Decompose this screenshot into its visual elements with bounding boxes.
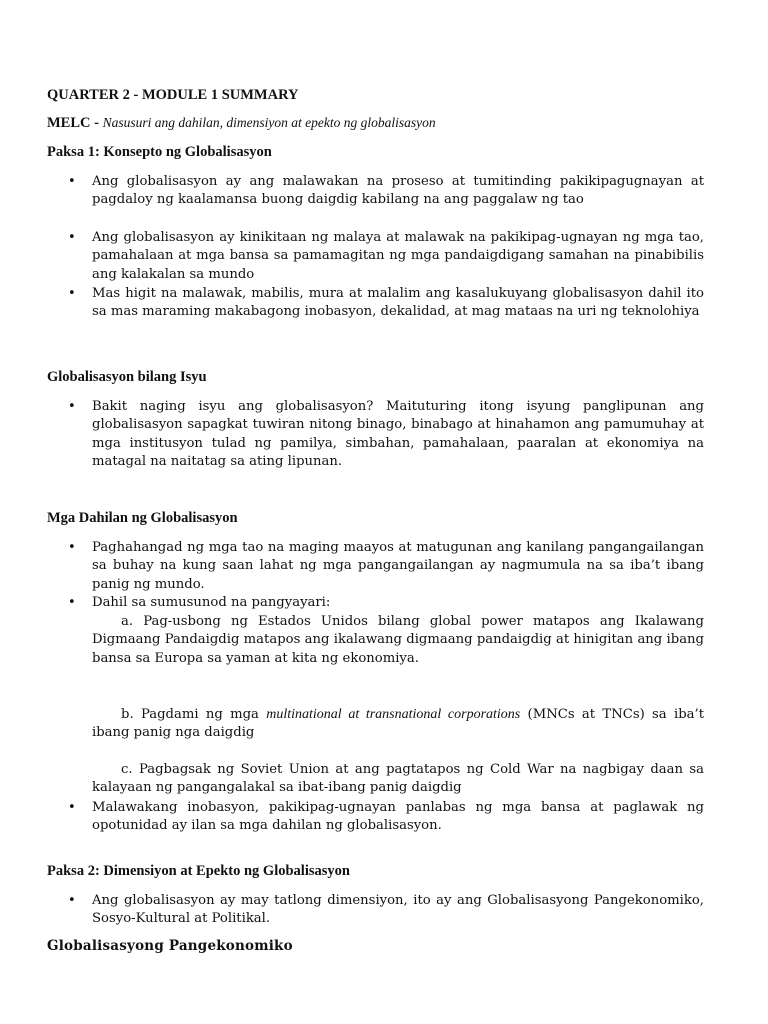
sub-item-b <box>92 706 704 743</box>
section-heading-dahilan: Mga Dahilan ng Globalisasyon <box>47 510 238 526</box>
bullet-item: • Dahil sa sumusunod na pangyayari: <box>92 594 704 612</box>
melc-separator: - <box>90 115 103 131</box>
bullet-item: • Paghahangad ng mga tao na maging maayos at matugunan ang kanilang pangangailangan sa buhay na kung saan lahat ng mga pangangailangan ay nagmumula na sa iba’t ibang panig ng mundo. <box>92 539 704 594</box>
bullet-item: • Ang globalisasyon ay ang malawakan na proseso at tumitinding pakikipagugnayan at pagdaloy ng kaalamansa buong daigdig kabilang na ang paggalaw ng tao <box>92 173 704 210</box>
section-heading-pangekonomiko: Globalisasyong Pangekonomiko <box>47 938 293 954</box>
melc-text: Nasusuri ang dahilan, dimensiyon at epekto ng globalisasyon <box>102 115 436 130</box>
melc-line <box>47 115 436 132</box>
bullet-item: • Ang globalisasyon ay kinikitaan ng malaya at malawak na pakikipag-ugnayan ng mga tao, pamahalaan at mga bansa sa pamamagitan ng mga pandaigdigang samahan na pinabibilis ang kalakalan sa mundo <box>92 229 704 284</box>
section-heading-dimensiyon: Paksa 2: Dimensiyon at Epekto ng Globalisasyon <box>47 863 350 879</box>
sub-item-b-tail: (MNCs at TNCs) sa iba’t ibang panig nga daigdig <box>92 707 704 741</box>
bullet-item: • Ang globalisasyon ay may tatlong dimensiyon, ito ay ang Globalisasyong Pangekonomiko, Sosyo-Kultural at Politikal. <box>92 892 704 929</box>
bullet-item: • Bakit naging isyu ang globalisasyon? Maituturing itong isyung panglipunan ang globalisasyon sapagkat tuwiran nitong binago, binabago at hinahamon ang pamumuhay at mga institusyon tulad ng pamilya, simbahan, pamahalaan, paaralan at ekonomiya na matagal na naitatag sa ating lipunan. <box>92 398 704 472</box>
section-heading-isyu: Globalisasyon bilang Isyu <box>47 369 207 385</box>
bullet-item: • Malawakang inobasyon, pakikipag-ugnayan panlabas ng mga bansa at paglawak ng opotunidad ay ilan sa mga dahilan ng globalisasyon. <box>92 799 704 836</box>
melc-label: MELC <box>47 115 91 131</box>
sub-item-b-emphasis: multinational at transnational corporations <box>266 707 521 722</box>
sub-item-b-lead: b. Pagdami ng mga <box>121 707 267 722</box>
sub-item-c: c. Pagbagsak ng Soviet Union at ang pagtatapos ng Cold War na nagbigay daan sa kalayaan ng pangangalakal sa ibat-ibang panig daigdig <box>92 762 704 796</box>
sub-item-a: a. Pag-usbong ng Estados Unidos bilang global power matapos ang Ikalawang Digmaang Pandaigdig matapos ang ikalawang digmaang pandaigdig at hinigitan ang ibang bansa sa Europa sa yaman at kita ng ekonomiya. <box>92 614 704 666</box>
section-heading-konsepto: Paksa 1: Konsepto ng Globalisasyon <box>47 144 272 160</box>
document-title: QUARTER 2 - MODULE 1 SUMMARY <box>47 87 299 103</box>
bullet-item: • Mas higit na malawak, mabilis, mura at malalim ang kasalukuyang globalisasyon dahil ito sa mas maraming makabagong inobasyon, dekalidad, at mag mataas na uri ng teknolohiya <box>92 285 704 322</box>
